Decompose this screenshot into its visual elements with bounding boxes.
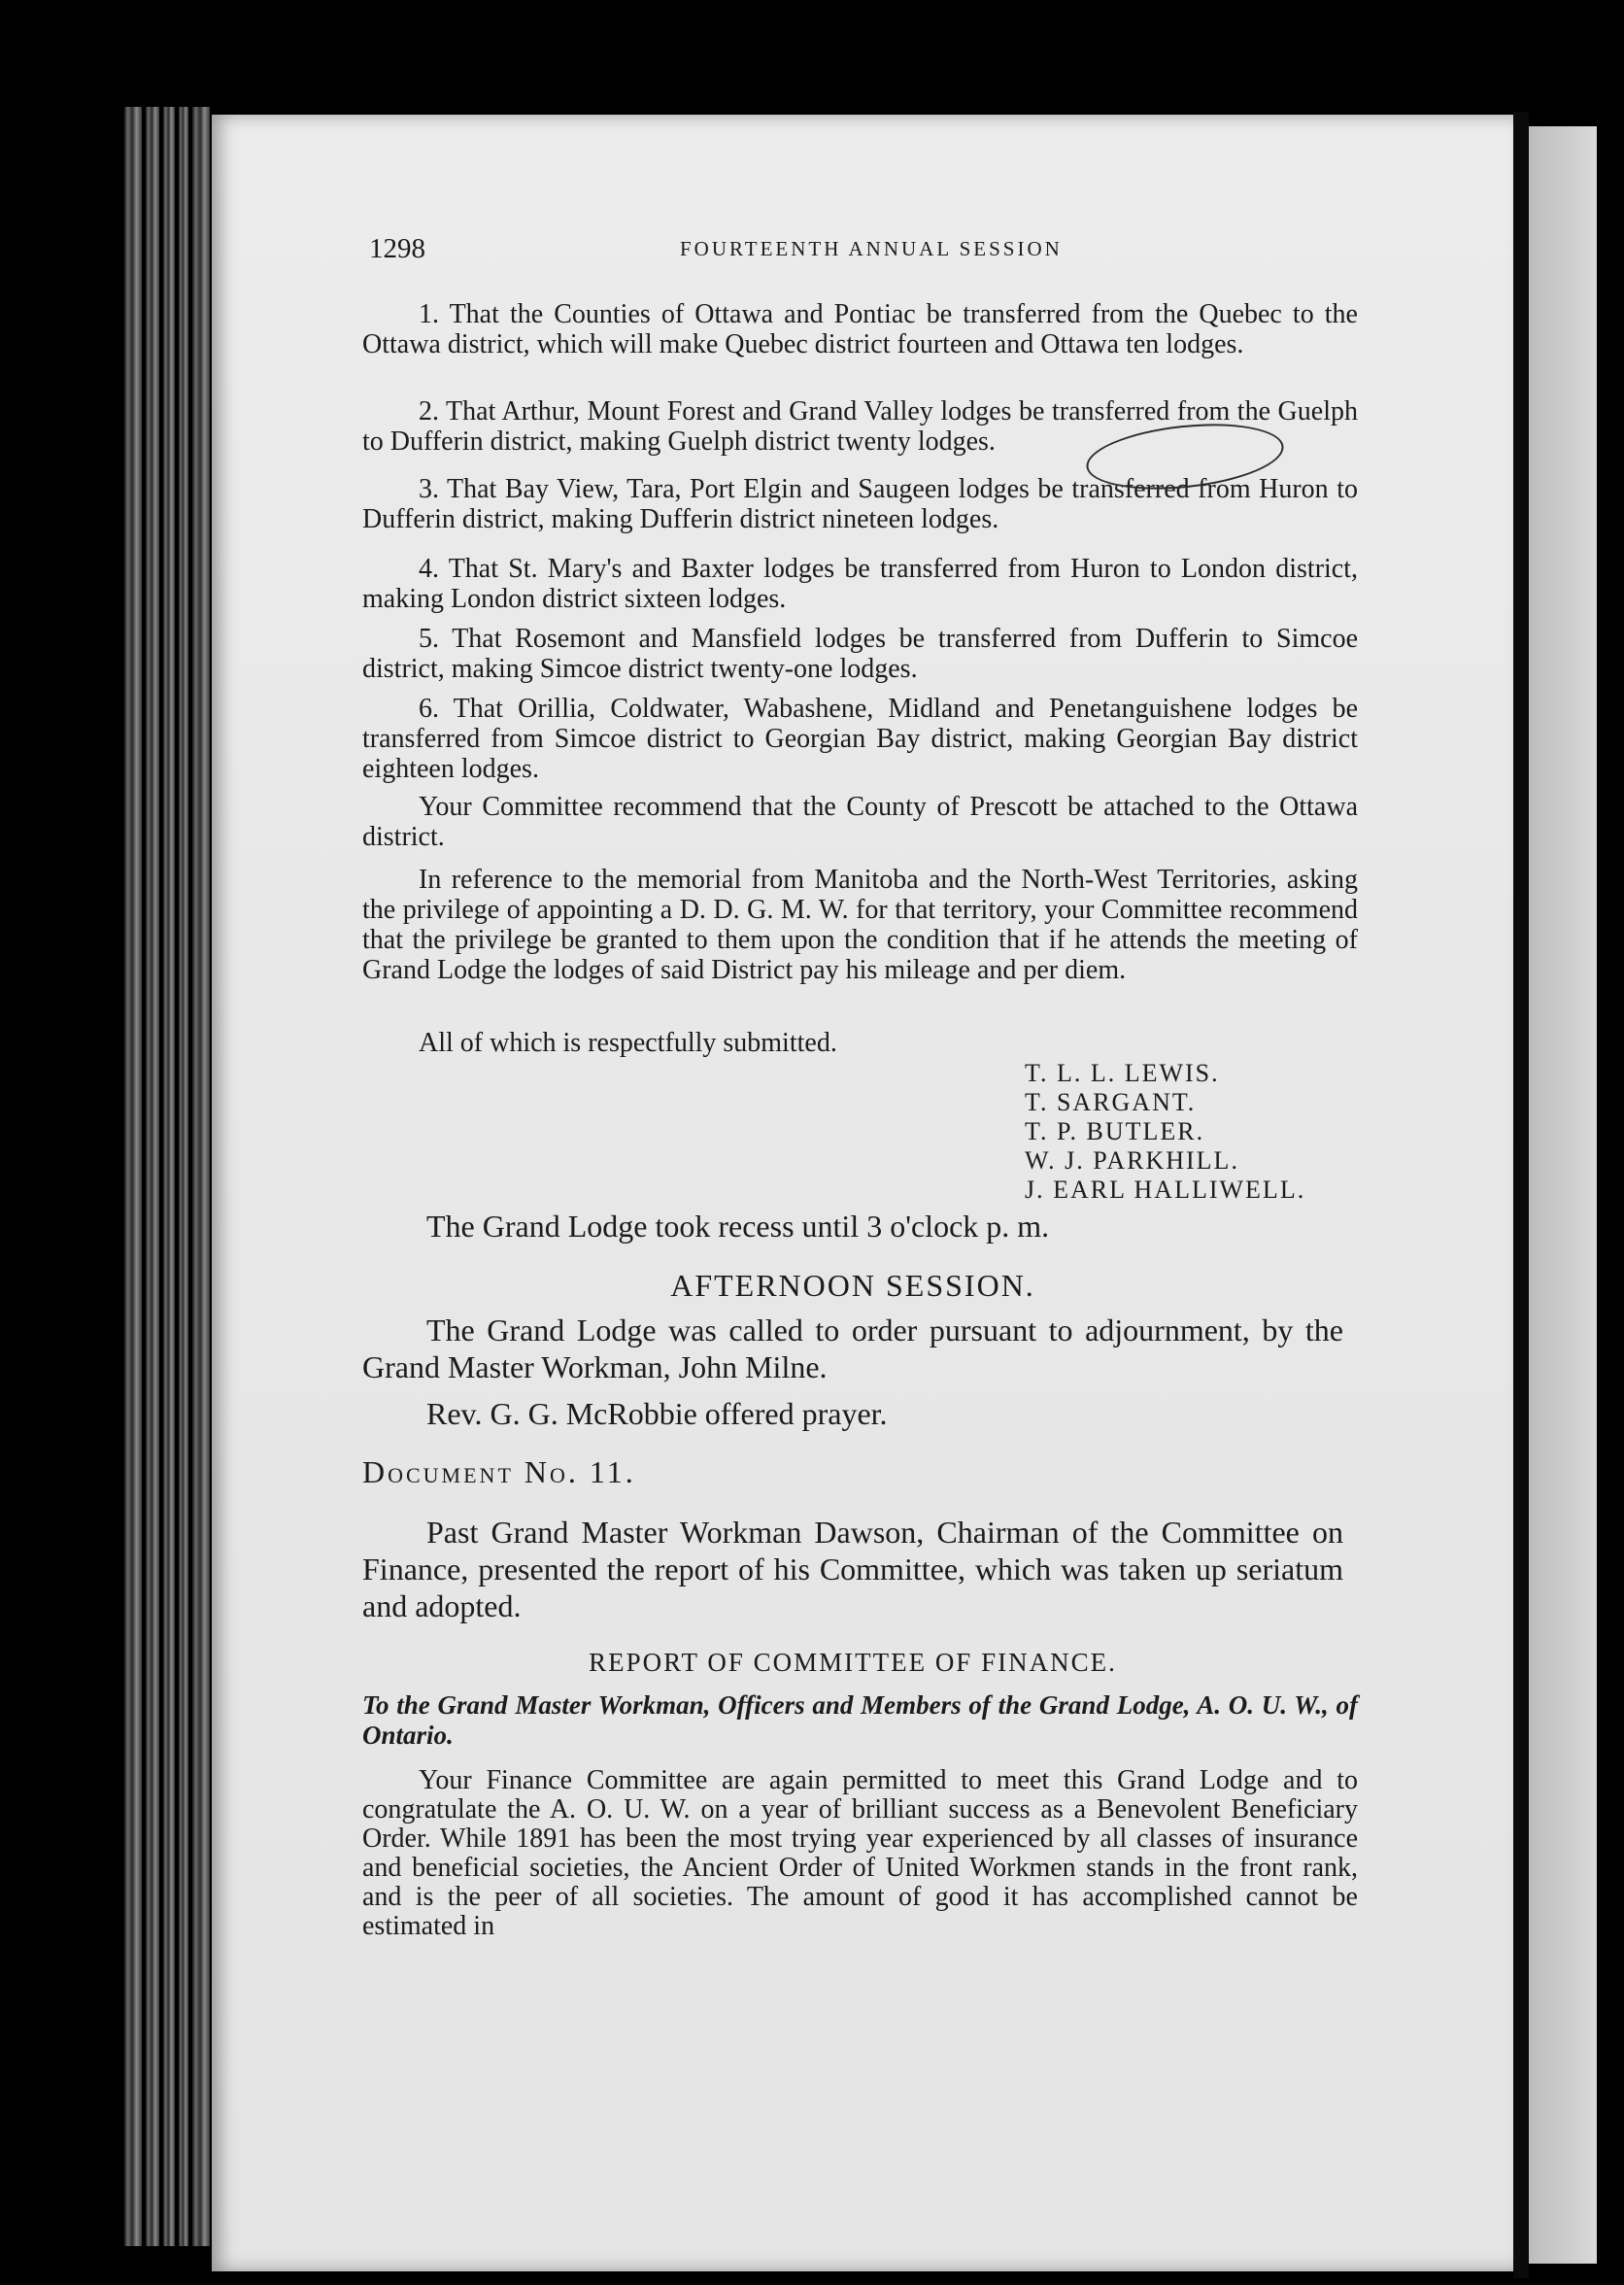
afternoon-session-heading: AFTERNOON SESSION.: [670, 1268, 1035, 1303]
resolution-item: 2. That Arthur, Mount Forest and Grand Valley lodges be transferred from the Guelph to Dufferin district, making Guelph district twenty lodges.: [362, 396, 1358, 457]
prescott-paragraph: Your Committee recommend that the County of Prescott be attached to the Ottawa district.: [362, 792, 1358, 852]
page-edge-strip: [146, 107, 159, 2246]
page-edge-strip: [163, 107, 175, 2246]
recess-line: The Grand Lodge took recess until 3 o'clock p. m.: [426, 1209, 1050, 1244]
finance-report-body: Your Finance Committee are again permitted to meet this Grand Lodge and to congratulate the A. O. U. W. on a year of brilliant success as a Benevolent Beneficiary Order. While 1891 has been the most trying year experienced by all classes of insurance and beneficial societies, the Ancient Order of United Workmen stands in the front rank, and is the peer of all societies. The amount of good it has accomplished cannot be estimated in: [362, 1765, 1358, 1941]
called-to-order-paragraph: The Grand Lodge was called to order pursuant to adjournment, by the Grand Master Workman, John Milne.: [362, 1313, 1343, 1384]
page-edge-strip: [124, 107, 142, 2246]
prayer-line: Rev. G. G. McRobbie offered prayer.: [426, 1396, 888, 1431]
resolution-item: 6. That Orillia, Coldwater, Wabashene, Midland and Penetanguishene lodges be transferred from Simcoe district to Georgian Bay district, making Georgian Bay district eighteen lodges.: [362, 694, 1358, 784]
signatory: T. P. BUTLER.: [1025, 1117, 1205, 1145]
document-label: Document No. 11.: [362, 1454, 636, 1489]
page-gutter: [1513, 112, 1529, 2278]
facing-page-edge: [1529, 126, 1597, 2264]
report-heading: REPORT OF COMMITTEE OF FINANCE.: [589, 1648, 1117, 1677]
resolution-item: 1. That the Counties of Ottawa and Pontiac be transferred from the Quebec to the Ottawa district, which will make Quebec district fourteen and Ottawa ten lodges.: [362, 299, 1358, 359]
signatory: W. J. PARKHILL.: [1025, 1146, 1239, 1175]
submitted-line: All of which is respectfully submitted.: [419, 1028, 837, 1058]
signatory: J. EARL HALLIWELL.: [1025, 1176, 1306, 1204]
resolution-item: 4. That St. Mary's and Baxter lodges be transferred from Huron to London district, making London district sixteen lodges.: [362, 554, 1358, 614]
page-edge-strip: [192, 107, 210, 2246]
signatory: T. SARGANT.: [1025, 1088, 1197, 1116]
page-edge-strip: [179, 107, 188, 2246]
running-head: FOURTEENTH ANNUAL SESSION: [680, 237, 1063, 260]
report-address: To the Grand Master Workman, Officers and Members of the Grand Lodge, A. O. U. W., of Ontario.: [362, 1690, 1358, 1750]
memorial-paragraph: In reference to the memorial from Manitoba and the North-West Territories, asking the privilege of appointing a D. D. G. M. W. for that territory, your Committee recommend that the privilege be granted to them upon the condition that if he attends the meeting of Grand Lodge the lodges of said District pay his mileage and per diem.: [362, 865, 1358, 985]
resolution-item: 5. That Rosemont and Mansfield lodges be transferred from Dufferin to Simcoe district, making Simcoe district twenty-one lodges.: [362, 624, 1358, 684]
resolution-item: 3. That Bay View, Tara, Port Elgin and Saugeen lodges be transferred from Huron to Dufferin district, making Dufferin district nineteen lodges.: [362, 474, 1358, 534]
signatory: T. L. L. LEWIS.: [1025, 1059, 1220, 1087]
page-number: 1298: [369, 233, 425, 264]
finance-intro-paragraph: Past Grand Master Workman Dawson, Chairman of the Committee on Finance, presented the report of his Committee, which was taken up seriatum and adopted.: [362, 1515, 1343, 1623]
